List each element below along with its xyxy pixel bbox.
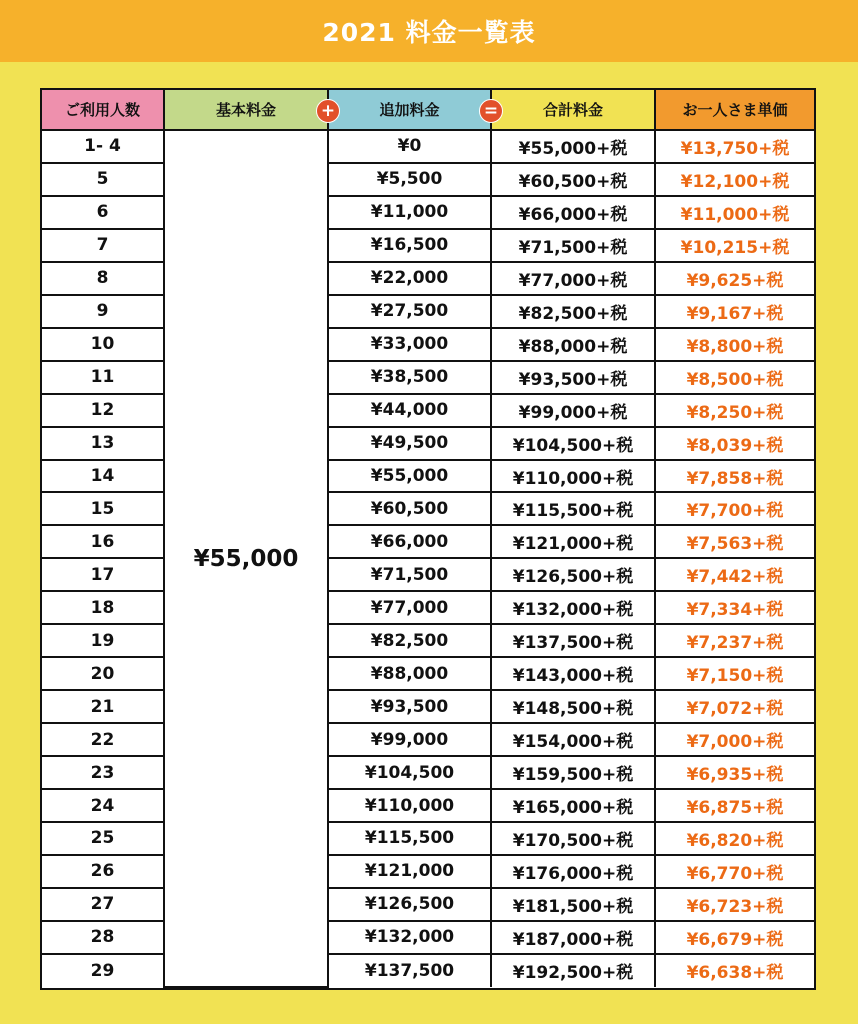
table-header-row [42, 90, 814, 130]
guest-count-cell: 7 [42, 229, 164, 262]
additional-fee-cell: ¥66,000 [328, 525, 491, 558]
table-row [42, 888, 814, 921]
header-guest-count: ご利用人数 [42, 90, 164, 130]
additional-fee-cell: ¥71,500 [328, 558, 491, 591]
per-person-price-cell: ¥7,000+税 [655, 723, 814, 756]
per-person-price-cell: ¥6,875+税 [655, 789, 814, 822]
guest-count-cell: 5 [42, 163, 164, 196]
total-fee-cell: ¥60,500+税 [491, 163, 655, 196]
per-person-price-cell: ¥6,723+税 [655, 888, 814, 921]
table-row [42, 789, 814, 822]
guest-count-cell: 6 [42, 196, 164, 229]
additional-fee-cell: ¥49,500 [328, 427, 491, 460]
per-person-price-cell: ¥7,150+税 [655, 657, 814, 690]
table-row [42, 427, 814, 460]
additional-fee-cell: ¥82,500 [328, 624, 491, 657]
per-person-price-cell: ¥7,563+税 [655, 525, 814, 558]
table-row [42, 921, 814, 954]
guest-count-cell: 17 [42, 558, 164, 591]
per-person-price-cell: ¥10,215+税 [655, 229, 814, 262]
guest-count-cell: 19 [42, 624, 164, 657]
per-person-price-cell: ¥7,334+税 [655, 591, 814, 624]
header-base-fee [164, 90, 336, 130]
additional-fee-cell: ¥132,000 [328, 921, 491, 954]
header-additional-fee-label: 追加料金 [379, 101, 440, 119]
table-row [42, 690, 814, 723]
base-fee-cell: ¥55,000 [164, 130, 328, 987]
total-fee-cell: ¥148,500+税 [491, 690, 655, 723]
additional-fee-cell: ¥55,000 [328, 460, 491, 493]
table-row [42, 460, 814, 493]
per-person-price-cell: ¥7,700+税 [655, 492, 814, 525]
guest-count-cell: 18 [42, 591, 164, 624]
total-fee-cell: ¥137,500+税 [491, 624, 655, 657]
per-person-price-cell: ¥11,000+税 [655, 196, 814, 229]
per-person-price-cell: ¥6,770+税 [655, 855, 814, 888]
per-person-price-cell: ¥7,072+税 [655, 690, 814, 723]
total-fee-cell: ¥159,500+税 [491, 756, 655, 789]
total-fee-cell: ¥77,000+税 [491, 262, 655, 295]
total-fee-cell: ¥82,500+税 [491, 295, 655, 328]
guest-count-cell: 9 [42, 295, 164, 328]
per-person-price-cell: ¥8,250+税 [655, 394, 814, 427]
total-fee-cell: ¥66,000+税 [491, 196, 655, 229]
table-row [42, 822, 814, 855]
total-fee-cell: ¥121,000+税 [491, 525, 655, 558]
additional-fee-cell: ¥99,000 [328, 723, 491, 756]
guest-count-cell: 22 [42, 723, 164, 756]
table-row [42, 624, 814, 657]
additional-fee-cell: ¥115,500 [328, 822, 491, 855]
additional-fee-cell: ¥126,500 [328, 888, 491, 921]
guest-count-cell: 29 [42, 954, 164, 987]
table-row [42, 558, 814, 591]
guest-count-cell: 11 [42, 361, 164, 394]
per-person-price-cell: ¥6,638+税 [655, 954, 814, 987]
additional-fee-cell: ¥60,500 [328, 492, 491, 525]
total-fee-cell: ¥126,500+税 [491, 558, 655, 591]
total-fee-cell: ¥165,000+税 [491, 789, 655, 822]
additional-fee-cell: ¥104,500 [328, 756, 491, 789]
additional-fee-cell: ¥110,000 [328, 789, 491, 822]
total-fee-cell: ¥71,500+税 [491, 229, 655, 262]
title-banner [0, 0, 858, 62]
additional-fee-cell: ¥44,000 [328, 394, 491, 427]
total-fee-cell: ¥88,000+税 [491, 328, 655, 361]
per-person-price-cell: ¥7,858+税 [655, 460, 814, 493]
total-fee-cell: ¥170,500+税 [491, 822, 655, 855]
page-title: 2021 料金一覧表 [322, 18, 536, 47]
table-row [42, 361, 814, 394]
table-row [42, 591, 814, 624]
guest-count-cell: 27 [42, 888, 164, 921]
table-row [42, 723, 814, 756]
guest-count-cell: 15 [42, 492, 164, 525]
guest-count-cell: 26 [42, 855, 164, 888]
per-person-price-cell: ¥12,100+税 [655, 163, 814, 196]
per-person-price-cell: ¥6,935+税 [655, 756, 814, 789]
additional-fee-cell: ¥121,000 [328, 855, 491, 888]
header-total-fee: 合計料金 [491, 90, 655, 130]
total-fee-cell: ¥181,500+税 [491, 888, 655, 921]
per-person-price-cell: ¥6,820+税 [655, 822, 814, 855]
additional-fee-cell: ¥11,000 [328, 196, 491, 229]
guest-count-cell: 16 [42, 525, 164, 558]
guest-count-cell: 28 [42, 921, 164, 954]
table-row [42, 196, 814, 229]
total-fee-cell: ¥154,000+税 [491, 723, 655, 756]
per-person-price-cell: ¥13,750+税 [655, 130, 814, 163]
per-person-price-cell: ¥6,679+税 [655, 921, 814, 954]
guest-count-cell: 25 [42, 822, 164, 855]
guest-count-cell: 24 [42, 789, 164, 822]
table-row [42, 163, 814, 196]
per-person-price-cell: ¥7,237+税 [655, 624, 814, 657]
total-fee-cell: ¥176,000+税 [491, 855, 655, 888]
additional-fee-cell: ¥5,500 [328, 163, 491, 196]
header-additional-fee [328, 90, 499, 130]
table-row [42, 229, 814, 262]
additional-fee-cell: ¥33,000 [328, 328, 491, 361]
total-fee-cell: ¥115,500+税 [491, 492, 655, 525]
price-table [42, 90, 814, 988]
per-person-price-cell: ¥9,625+税 [655, 262, 814, 295]
per-person-price-cell: ¥7,442+税 [655, 558, 814, 591]
additional-fee-cell: ¥77,000 [328, 591, 491, 624]
per-person-price-cell: ¥8,039+税 [655, 427, 814, 460]
per-person-price-cell: ¥8,500+税 [655, 361, 814, 394]
additional-fee-cell: ¥88,000 [328, 657, 491, 690]
table-row [42, 295, 814, 328]
table-row [42, 130, 814, 163]
guest-count-cell: 21 [42, 690, 164, 723]
guest-count-cell: 14 [42, 460, 164, 493]
additional-fee-cell: ¥137,500 [328, 954, 491, 987]
per-person-price-cell: ¥9,167+税 [655, 295, 814, 328]
total-fee-cell: ¥93,500+税 [491, 361, 655, 394]
additional-fee-cell: ¥38,500 [328, 361, 491, 394]
total-fee-cell: ¥192,500+税 [491, 954, 655, 987]
header-per-person-price: お一人さま単価 [655, 90, 814, 130]
table-row [42, 492, 814, 525]
table-row [42, 262, 814, 295]
total-fee-cell: ¥55,000+税 [491, 130, 655, 163]
table-row [42, 657, 814, 690]
price-table-container [40, 88, 816, 990]
guest-count-cell: 10 [42, 328, 164, 361]
header-base-fee-label: 基本料金 [215, 101, 276, 119]
total-fee-cell: ¥99,000+税 [491, 394, 655, 427]
total-fee-cell: ¥104,500+税 [491, 427, 655, 460]
total-fee-cell: ¥110,000+税 [491, 460, 655, 493]
guest-count-cell: 8 [42, 262, 164, 295]
additional-fee-cell: ¥22,000 [328, 262, 491, 295]
plus-icon: + [316, 99, 340, 123]
guest-count-cell: 23 [42, 756, 164, 789]
table-row [42, 394, 814, 427]
guest-count-cell: 12 [42, 394, 164, 427]
table-row [42, 756, 814, 789]
equals-icon: = [479, 99, 503, 123]
guest-count-cell: 1- 4 [42, 130, 164, 163]
per-person-price-cell: ¥8,800+税 [655, 328, 814, 361]
additional-fee-cell: ¥16,500 [328, 229, 491, 262]
total-fee-cell: ¥187,000+税 [491, 921, 655, 954]
table-row [42, 328, 814, 361]
table-row [42, 855, 814, 888]
table-body [42, 130, 814, 987]
total-fee-cell: ¥132,000+税 [491, 591, 655, 624]
additional-fee-cell: ¥27,500 [328, 295, 491, 328]
guest-count-cell: 13 [42, 427, 164, 460]
guest-count-cell: 20 [42, 657, 164, 690]
additional-fee-cell: ¥93,500 [328, 690, 491, 723]
table-row [42, 954, 814, 987]
additional-fee-cell: ¥0 [328, 130, 491, 163]
table-row [42, 525, 814, 558]
total-fee-cell: ¥143,000+税 [491, 657, 655, 690]
